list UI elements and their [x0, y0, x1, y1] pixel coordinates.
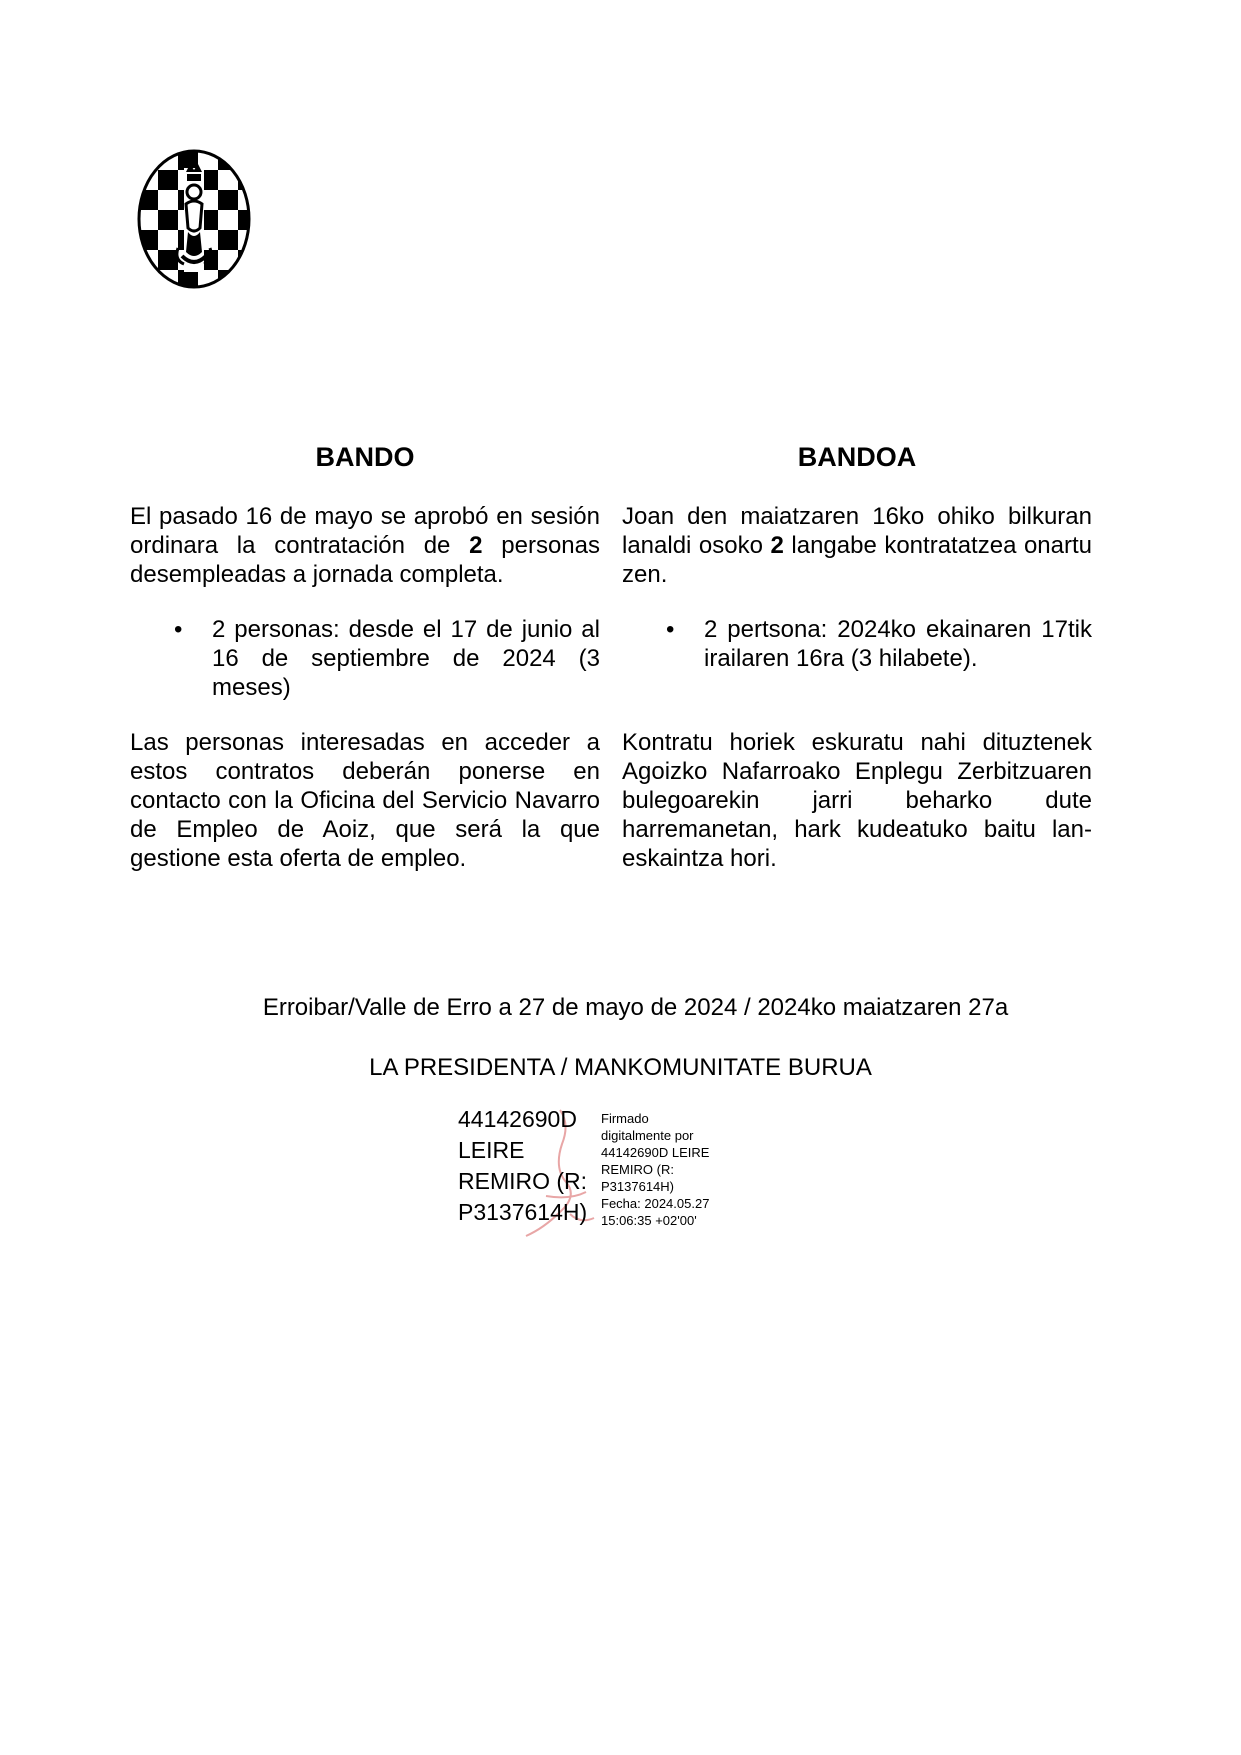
spanish-title: BANDO: [315, 442, 415, 472]
spanish-intro: El pasado 16 de mayo se aprobó en sesión ordinara la contratación de 2 personas desempleadas a jornada completa.: [130, 503, 600, 588]
digital-signature: [458, 1104, 758, 1244]
basque-intro: Joan den maiatzaren 16ko ohiko bilkuran lanaldi osoko 2 langabe kontratatzea onartu zen.: [622, 503, 1093, 588]
signature-details: Firmado digitalmente por 44142690D LEIRE REMIRO (R: P3137614H) Fecha: 2024.05.27 15:06:35 +02'00': [601, 1111, 710, 1228]
spanish-contact: Las personas interesadas en acceder a estos contratos deberán ponerse en contacto con la Oficina del Servicio Navarro de Empleo de Aoiz, que será la que gestione esta oferta de empleo.: [130, 729, 600, 872]
spanish-bullet-item: • 2 personas: desde el 17 de junio al 16 de septiembre de 2024 (3 meses): [174, 616, 600, 701]
basque-column: [622, 438, 1092, 873]
basque-contact: Kontratu horiek eskuratu nahi dituztenek Agoizko Nafarroako Enplegu Zerbitzuaren bulegoarekin jarri beharko dute harremanetan, hark kudeatuko baitu lan-eskaintza hori.: [622, 729, 1092, 872]
bullet-icon: •: [174, 616, 183, 643]
bullet-icon: •: [666, 616, 675, 643]
place-date: Erroibar/Valle de Erro a 27 de mayo de 2024 / 2024ko maiatzaren 27a: [262, 994, 1009, 1021]
signer-role: LA PRESIDENTA / MANKOMUNITATE BURUA: [369, 1054, 872, 1081]
checkered-crest-icon: [136, 148, 252, 290]
basque-title: BANDOA: [797, 442, 917, 472]
signer-name: 44142690D LEIRE REMIRO (R: P3137614H): [458, 1106, 588, 1225]
spanish-column: [130, 438, 600, 873]
basque-bullet-item: • 2 pertsona: 2024ko ekainaren 17tik irailaren 16ra (3 hilabete).: [666, 616, 1092, 672]
